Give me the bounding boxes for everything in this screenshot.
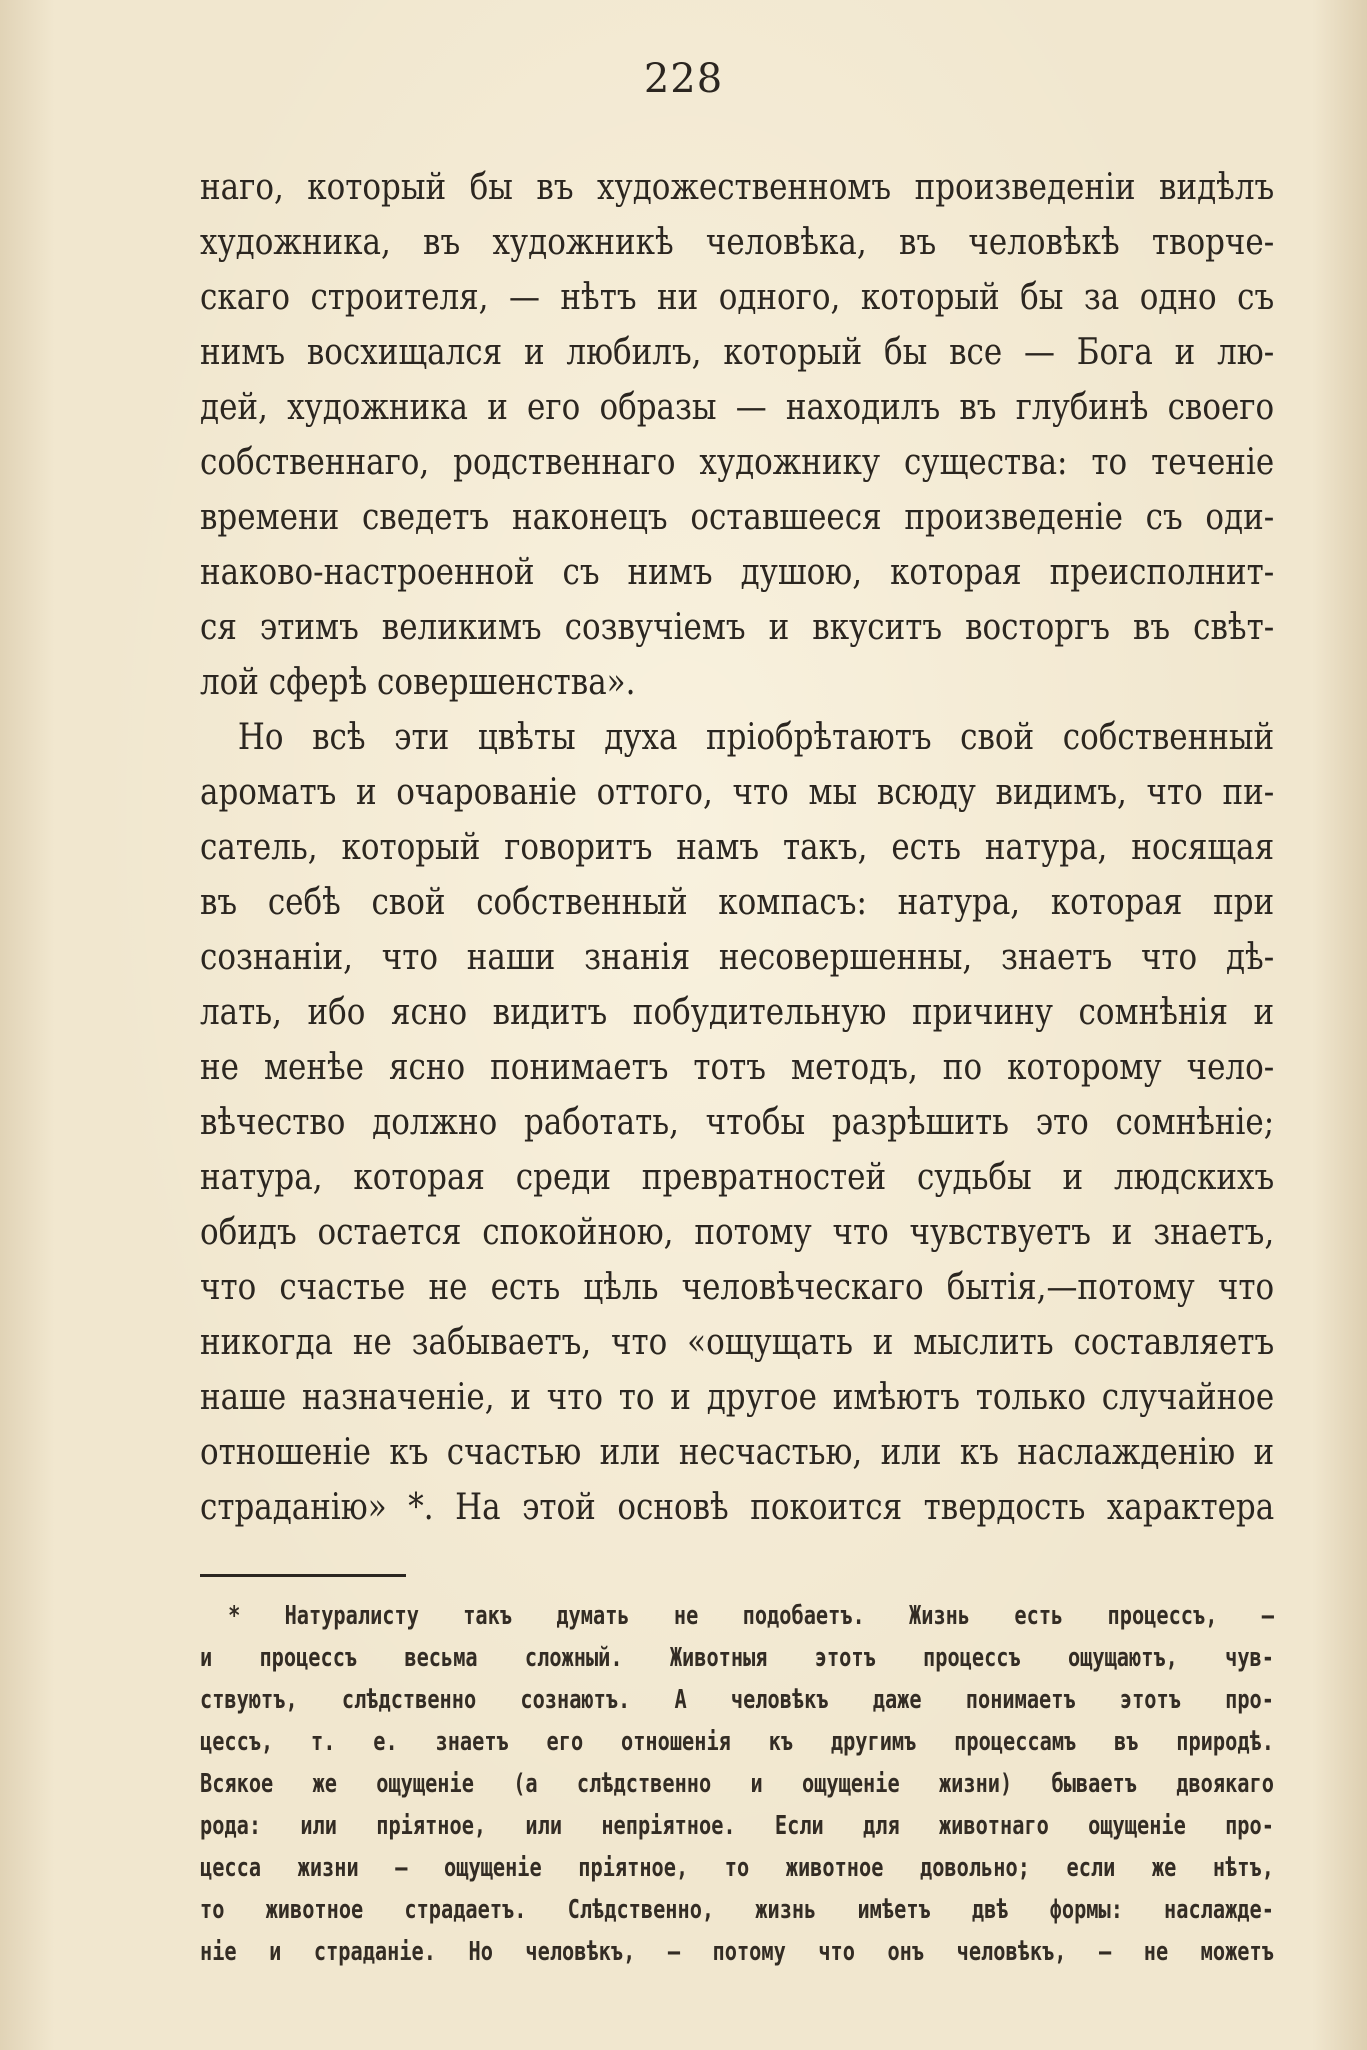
text-line: обидъ остается спокойною, потому что чувствуетъ и знаетъ,: [200, 1212, 1275, 1253]
footnote-line: нiе и страданiе. Но человѣкъ, — потому что онъ человѣкъ, — не можетъ: [200, 1937, 1274, 1967]
text-line: наково-настроенной съ нимъ душою, которая преисполнит-: [200, 552, 1275, 593]
page-number: 228: [643, 56, 724, 102]
text-line: въ себѣ свой собственный компасъ: натура, которая при: [200, 882, 1275, 923]
text-line: лой сферѣ совершенства».: [200, 662, 636, 703]
text-line: отношенiе къ счастью или несчастью, или къ наслажденiю и: [200, 1432, 1275, 1473]
footnote: [200, 1595, 1274, 1973]
footnote-line: и процессъ весьма сложный. Животныя этотъ процессъ ощущаютъ, чув-: [200, 1643, 1274, 1673]
paragraph-start-line: Но всѣ эти цвѣты духа прiобрѣтаютъ свой собственный: [237, 717, 1275, 758]
text-line: что счастье не есть цѣль человѣческаго бытiя,—потому что: [200, 1267, 1275, 1308]
footnote-line: цесса жизни — ощущенiе прiятное, то животное довольно; если же нѣтъ,: [200, 1853, 1274, 1883]
text-line: наго, который бы въ художественномъ произведенiи видѣлъ: [200, 167, 1275, 208]
text-line: никогда не забываетъ, что «ощущать и мыслить составляетъ: [200, 1322, 1275, 1363]
text-line: художника, въ художникѣ человѣка, въ человѣкѣ творче-: [200, 222, 1275, 263]
text-line: вѣчество должно работать, чтобы разрѣшить это сомнѣнiе;: [200, 1102, 1275, 1143]
text-line: нимъ восхищался и любилъ, который бы все — Бога и лю-: [200, 332, 1275, 373]
text-line: страданiю» *. На этой основѣ покоится твердость характера: [200, 1487, 1275, 1528]
footnote-separator: [200, 1574, 406, 1577]
text-line: не менѣе ясно понимаетъ тотъ методъ, по которому чело-: [200, 1047, 1275, 1088]
text-line: наше назначенiе, и что то и другое имѣютъ только случайное: [200, 1377, 1275, 1418]
text-line: собственнаго, родственнаго художнику существа: то теченiе: [200, 442, 1275, 483]
text-line: ся этимъ великимъ созвучiемъ и вкуситъ восторгъ въ свѣт-: [200, 607, 1275, 648]
footnote-line: ствуютъ, слѣдственно сознаютъ. А человѣкъ даже понимаетъ этотъ про-: [200, 1685, 1274, 1715]
body-text: [200, 160, 1274, 1535]
footnote-line: цессъ, т. е. знаетъ его отношенiя къ другимъ процессамъ въ природѣ.: [200, 1727, 1274, 1757]
footnote-line: рода: или прiятное, или непрiятное. Если для животнаго ощущенiе про-: [200, 1811, 1274, 1841]
text-line: сатель, который говоритъ намъ такъ, есть натура, носящая: [200, 827, 1275, 868]
text-line: дей, художника и его образы — находилъ въ глубинѣ своего: [200, 387, 1275, 428]
footnote-line: то животное страдаетъ. Слѣдственно, жизнь имѣетъ двѣ формы: наслажде-: [200, 1895, 1274, 1925]
text-line: сознанiи, что наши знанiя несовершенны, знаетъ что дѣ-: [200, 937, 1275, 978]
text-line: ароматъ и очарованiе оттого, что мы всюду видимъ, что пи-: [200, 772, 1275, 813]
text-line: времени сведетъ наконецъ оставшееся произведенiе съ оди-: [200, 497, 1275, 538]
footnote-line: * Натуралисту такъ думать не подобаетъ. Жизнь есть процессъ, —: [228, 1601, 1274, 1631]
text-line: лать, ибо ясно видитъ побудительную причину сомнѣнiя и: [200, 992, 1275, 1033]
footnote-line: Всякое же ощущенiе (а слѣдственно и ощущенiе жизни) бываетъ двоякаго: [200, 1769, 1274, 1799]
text-line: скаго строителя, — нѣтъ ни одного, который бы за одно съ: [200, 277, 1275, 318]
text-line: натура, которая среди превратностей судьбы и людскихъ: [200, 1157, 1275, 1198]
